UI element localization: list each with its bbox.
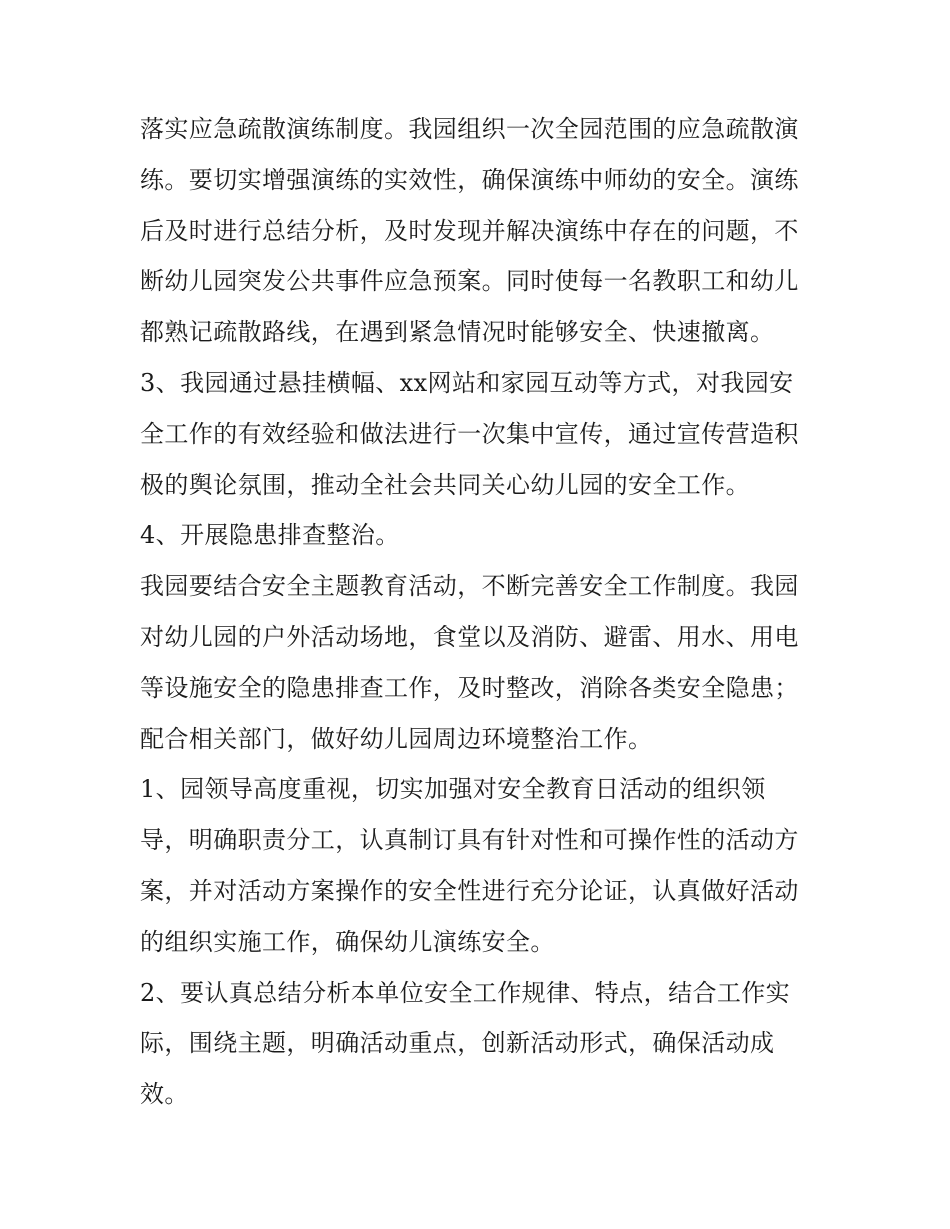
text-line: 导，明确职责分工，认真制订具有针对性和可操作性的活动方 bbox=[140, 826, 799, 855]
text-line: 全工作的有效经验和做法进行一次集中宣传，通过宣传营造积 bbox=[140, 419, 799, 448]
text-line: 练。要切实增强演练的实效性，确保演练中师幼的安全。演练 bbox=[140, 165, 799, 194]
text-line: 效。 bbox=[140, 1080, 189, 1109]
document-body bbox=[140, 104, 820, 1120]
text-line: 后及时进行总结分析，及时发现并解决演练中存在的问题，不 bbox=[140, 216, 799, 245]
text-line: 2、要认真总结分析本单位安全工作规律、特点，结合工作实 bbox=[140, 978, 791, 1007]
text-line: 都熟记疏散路线，在遇到紧急情况时能够安全、快速撤离。 bbox=[140, 318, 775, 347]
text-line: 际，围绕主题，明确活动重点，创新活动形式，确保活动成 bbox=[140, 1029, 775, 1058]
text-line: 对幼儿园的户外活动场地，食堂以及消防、避雷、用水、用电 bbox=[140, 622, 799, 651]
text-line: 配合相关部门，做好幼儿园周边环境整治工作。 bbox=[140, 724, 653, 753]
text-line: 极的舆论氛围，推动全社会共同关心幼儿园的安全工作。 bbox=[140, 470, 750, 499]
text-line: 的组织实施工作，确保幼儿演练安全。 bbox=[140, 927, 555, 956]
text-line: 我园要结合安全主题教育活动，不断完善安全工作制度。我园 bbox=[140, 572, 799, 601]
text-line: 3、我园通过悬挂横幅、xx网站和家园互动等方式，对我园安 bbox=[140, 368, 794, 397]
text-line: 断幼儿园突发公共事件应急预案。同时使每一名教职工和幼儿 bbox=[140, 267, 799, 296]
text-line: 等设施安全的隐患排查工作，及时整改，消除各类安全隐患； bbox=[140, 673, 799, 702]
text-line: 1、园领导高度重视，切实加强对安全教育日活动的组织领 bbox=[140, 775, 766, 804]
text-line: 落实应急疏散演练制度。我园组织一次全园范围的应急疏散演 bbox=[140, 115, 799, 143]
text-line: 4、开展隐患排查整治。 bbox=[140, 521, 400, 550]
text-line: 案，并对活动方案操作的安全性进行充分论证，认真做好活动 bbox=[140, 876, 799, 905]
